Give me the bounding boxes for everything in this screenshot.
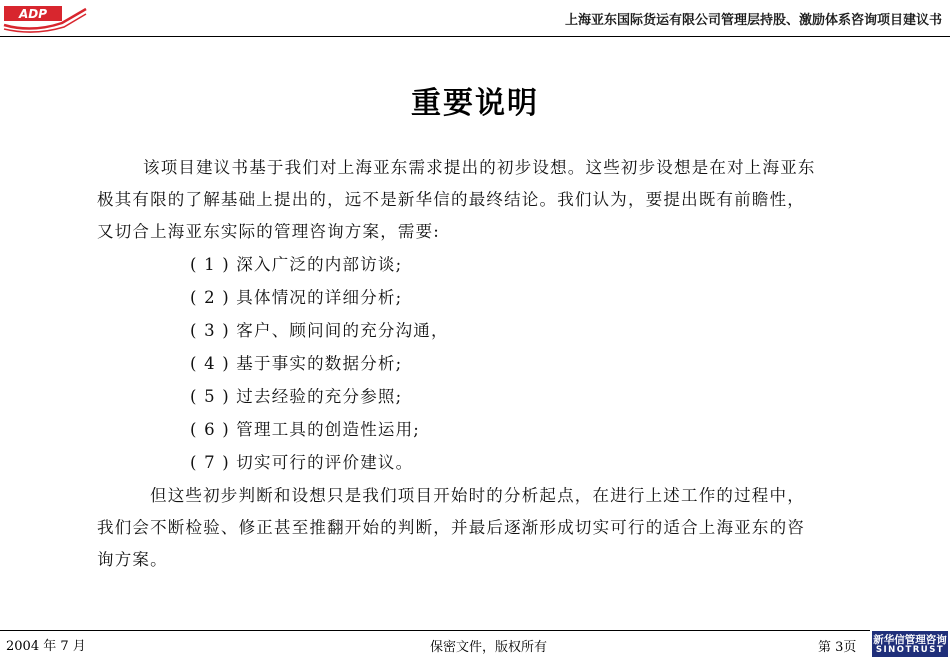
list-item: ( 6 ) 管理工具的创造性运用; [190,420,421,439]
page-title: 重要说明 [411,86,539,121]
list-item: ( 4 ) 基于事实的数据分析; [190,354,403,373]
footer-date: 2004 年 7 月 [6,639,86,654]
logo-text: ADP [18,7,48,21]
document-title: 上海亚东国际货运有限公司管理层持股、激励体系咨询项目建议书 [564,13,942,28]
intro-line: 该项目建议书基于我们对上海亚东需求提出的初步设想。这些初步设想是在对上海亚东 [143,158,816,177]
list-item: ( 5 ) 过去经验的充分参照; [190,387,403,406]
closing-line: 我们会不断检验、修正甚至推翻开始的判断，并最后逐渐形成切实可行的适合上海亚东的咨 [97,518,805,537]
confidential-notice: 保密文件，版权所有 [430,640,548,655]
brand-name-cn: 新华信管理咨询 [873,634,947,646]
brand-name-en: SINOTRUST [875,645,945,655]
list-item: ( 1 ) 深入广泛的内部访谈; [190,255,403,274]
intro-line: 极其有限的了解基础上提出的，远不是新华信的最终结论。我们认为，要提出既有前瞻性， [97,190,805,209]
intro-line: 又切合上海亚东实际的管理咨询方案，需要: [97,222,441,241]
closing-line: 询方案。 [97,550,168,569]
page-number: 第 3页 [818,640,857,655]
header-divider [0,36,950,37]
adp-logo [2,3,88,33]
footer-divider [0,630,870,631]
list-item: ( 7 ) 切实可行的评价建议。 [190,453,414,472]
sinotrust-logo [872,631,948,657]
page-header [0,0,950,38]
list-item: ( 3 ) 客户、顾问间的充分沟通， [190,321,449,340]
list-item: ( 2 ) 具体情况的详细分析; [190,288,403,307]
closing-line: 但这些初步判断和设想只是我们项目开始时的分析起点，在进行上述工作的过程中， [150,486,805,505]
